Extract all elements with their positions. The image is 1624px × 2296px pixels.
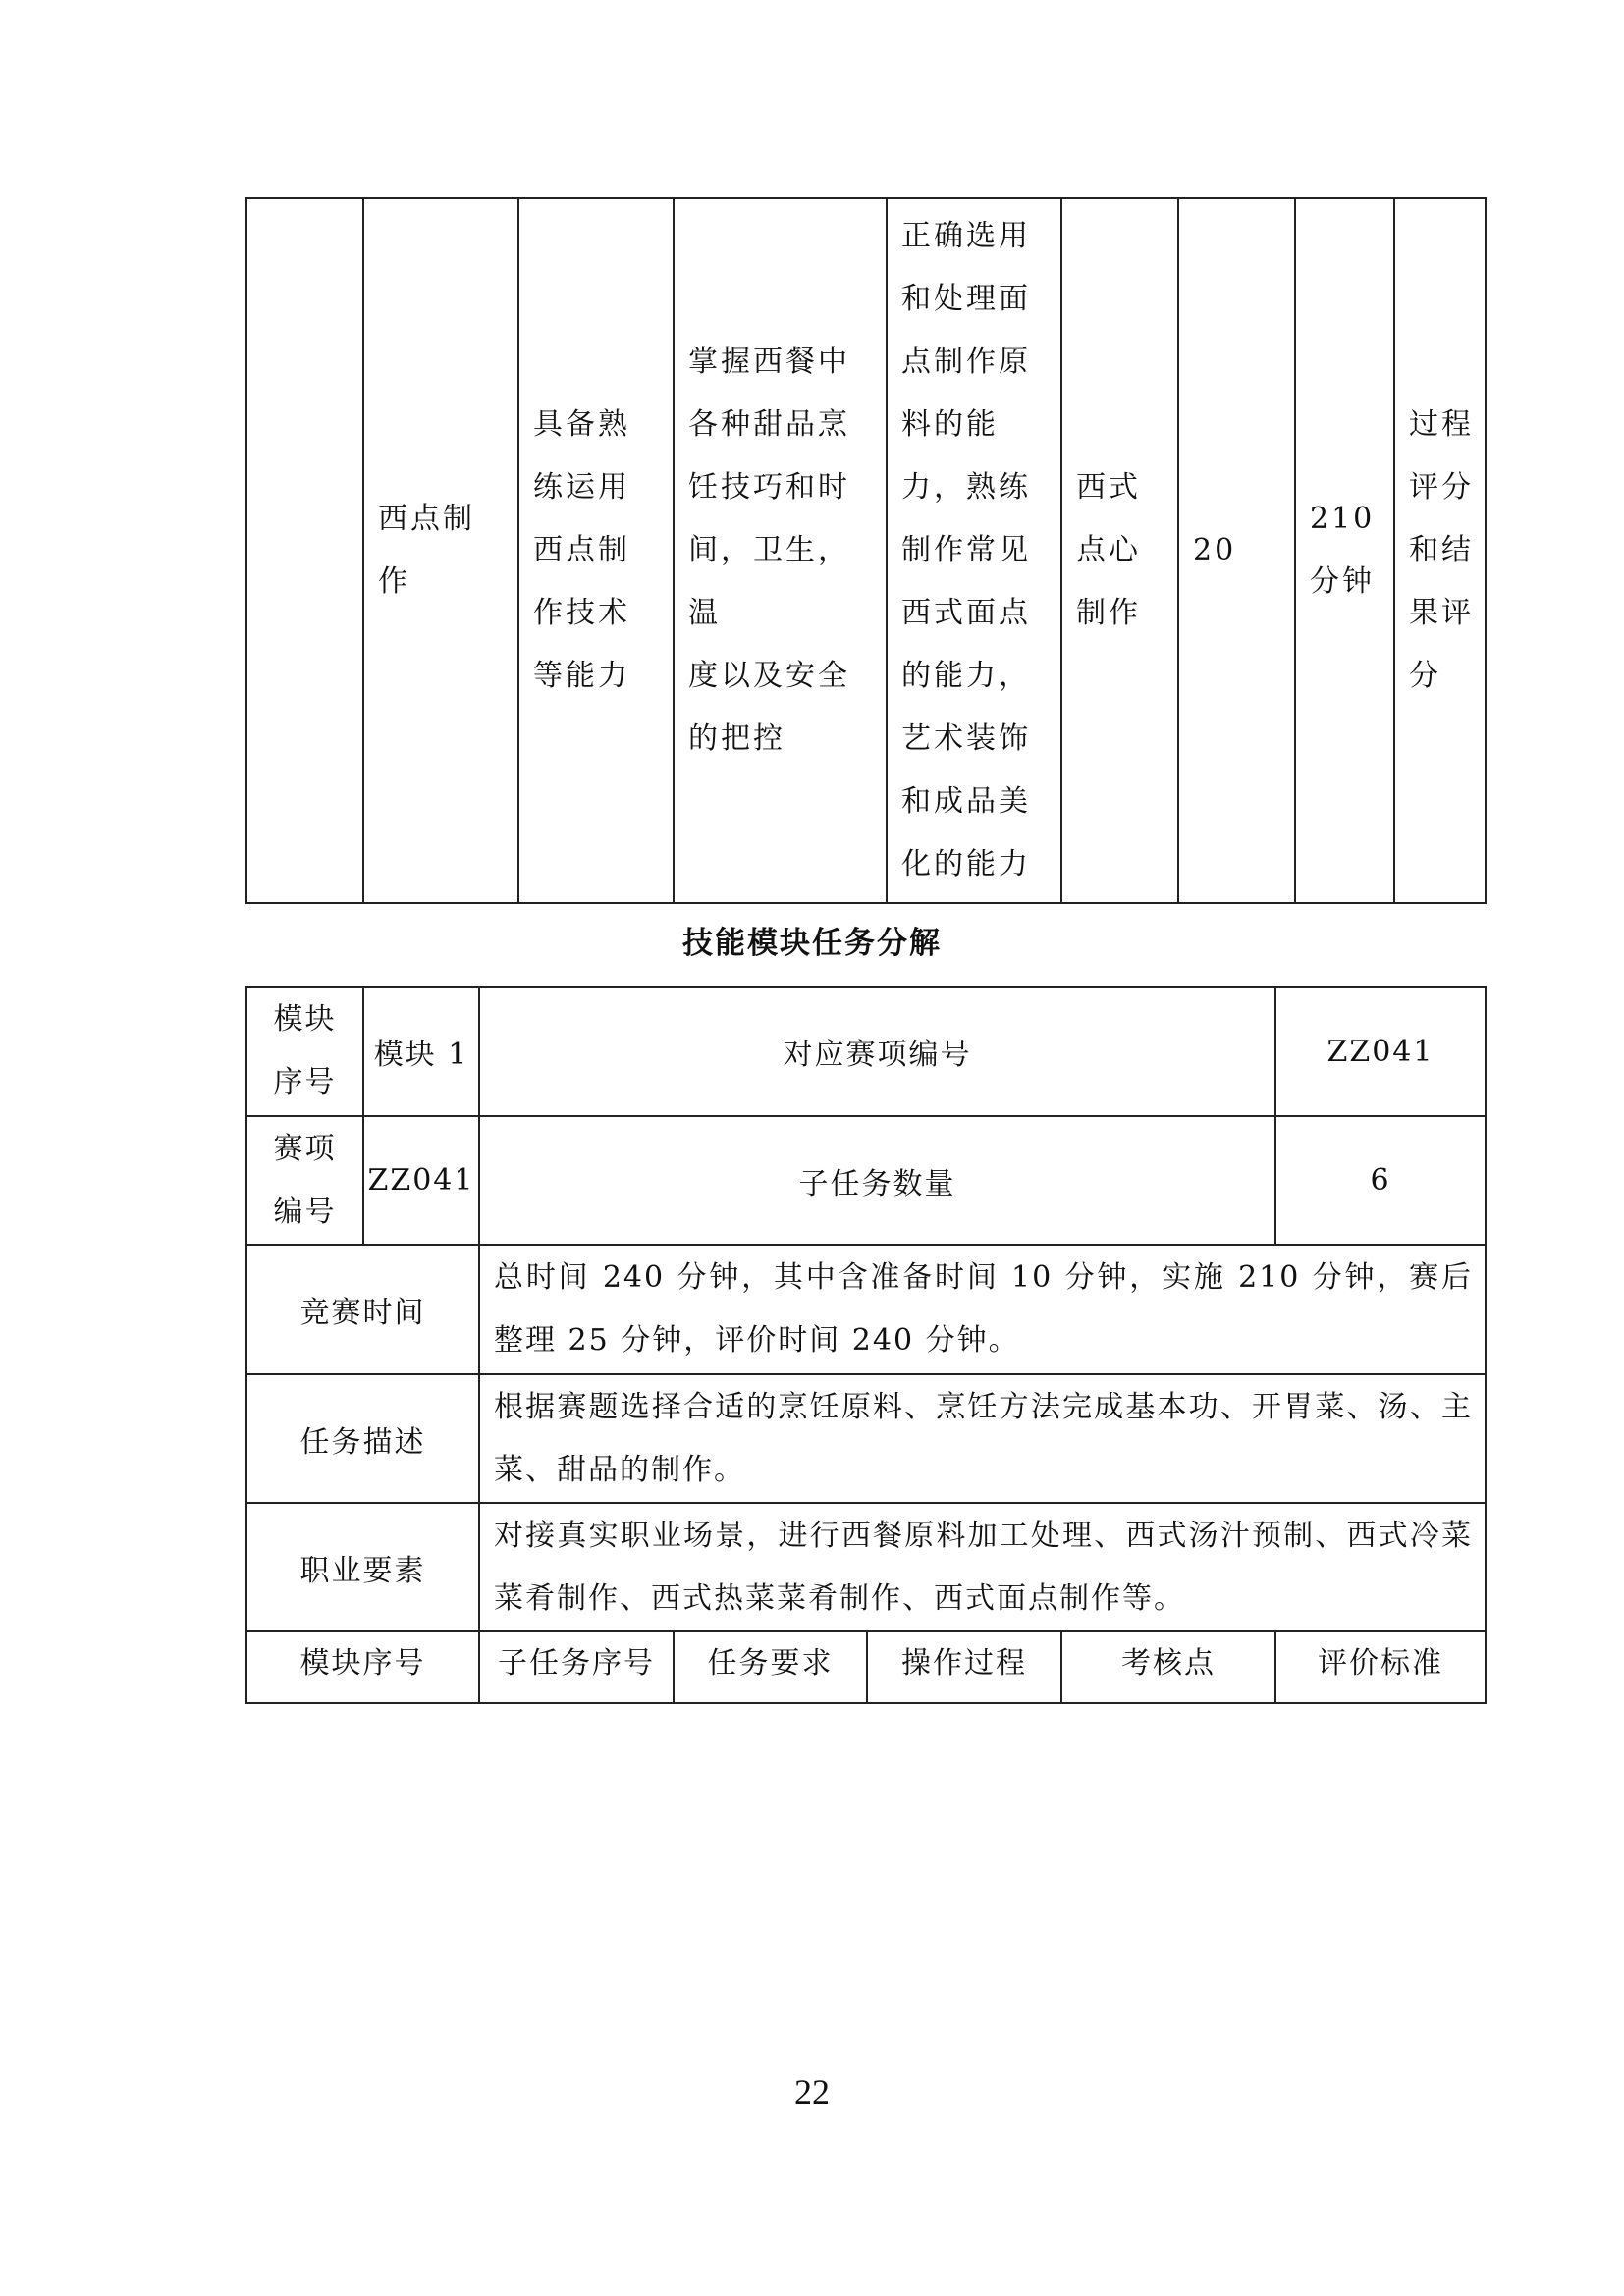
header-module-seq: 模块序号 xyxy=(246,1631,479,1703)
table-row xyxy=(246,1374,1486,1503)
section-title: 技能模块任务分解 xyxy=(682,926,942,961)
cell-content: 西式 点心 制作 xyxy=(1061,198,1178,903)
table-row xyxy=(246,1503,1486,1631)
header-subtask-seq: 子任务序号 xyxy=(479,1631,674,1703)
module-seq-label: 模块 序号 xyxy=(246,987,363,1116)
table-row xyxy=(246,1245,1486,1374)
page-number: 22 xyxy=(794,2072,830,2111)
task-label: 任务描述 xyxy=(246,1374,479,1503)
event-no-label: 赛项 编号 xyxy=(246,1116,363,1245)
task-breakdown-table xyxy=(245,986,1487,1704)
cell-knowledge: 掌握西餐中 各种甜品烹 饪技巧和时 间，卫生，温 度以及安全 的把控 xyxy=(674,198,887,903)
header-task-requirement: 任务要求 xyxy=(674,1631,867,1703)
career-value: 对接真实职业场景，进行西餐原料加工处理、西式汤汁预制、西式冷菜菜肴制作、西式热菜菜肴制作、西式面点制作等。 xyxy=(479,1503,1486,1631)
event-code-value: ZZ041 xyxy=(1275,987,1486,1116)
table-row xyxy=(246,987,1486,1116)
module-seq-value: 模块 1 xyxy=(363,987,479,1116)
task-value: 根据赛题选择合适的烹饪原料、烹饪方法完成基本功、开胃菜、汤、主菜、甜品的制作。 xyxy=(479,1374,1486,1503)
header-operation-process: 操作过程 xyxy=(867,1631,1061,1703)
cell-empty xyxy=(246,198,363,903)
table-header-row xyxy=(246,1631,1486,1703)
time-value: 总时间 240 分钟，其中含准备时间 10 分钟，实施 210 分钟，赛后整理 25 分钟，评价时间 240 分钟。 xyxy=(479,1245,1486,1374)
table-row xyxy=(246,198,1486,903)
event-code-label: 对应赛项编号 xyxy=(479,987,1275,1116)
event-no-value: ZZ041 xyxy=(363,1116,479,1245)
cell-module-name: 西点制 作 xyxy=(363,198,518,903)
module-detail-table xyxy=(245,197,1487,904)
career-label: 职业要素 xyxy=(246,1503,479,1631)
subtask-count-value: 6 xyxy=(1275,1116,1486,1245)
header-assessment-point: 考核点 xyxy=(1061,1631,1275,1703)
header-evaluation-standard: 评价标准 xyxy=(1275,1631,1486,1703)
cell-evaluation: 过程 评分 和结 果评 分 xyxy=(1394,198,1486,903)
cell-duration: 210 分钟 xyxy=(1295,198,1394,903)
table-row xyxy=(246,1116,1486,1245)
cell-ability: 具备熟 练运用 西点制 作技术 等能力 xyxy=(518,198,674,903)
cell-skill: 正确选用 和处理面 点制作原 料的能 力，熟练 制作常见 西式面点 的能力， 艺术装饰 和成品美 化的能力 xyxy=(887,198,1061,903)
time-label: 竞赛时间 xyxy=(246,1245,479,1374)
subtask-count-label: 子任务数量 xyxy=(479,1116,1275,1245)
cell-score: 20 xyxy=(1178,198,1295,903)
